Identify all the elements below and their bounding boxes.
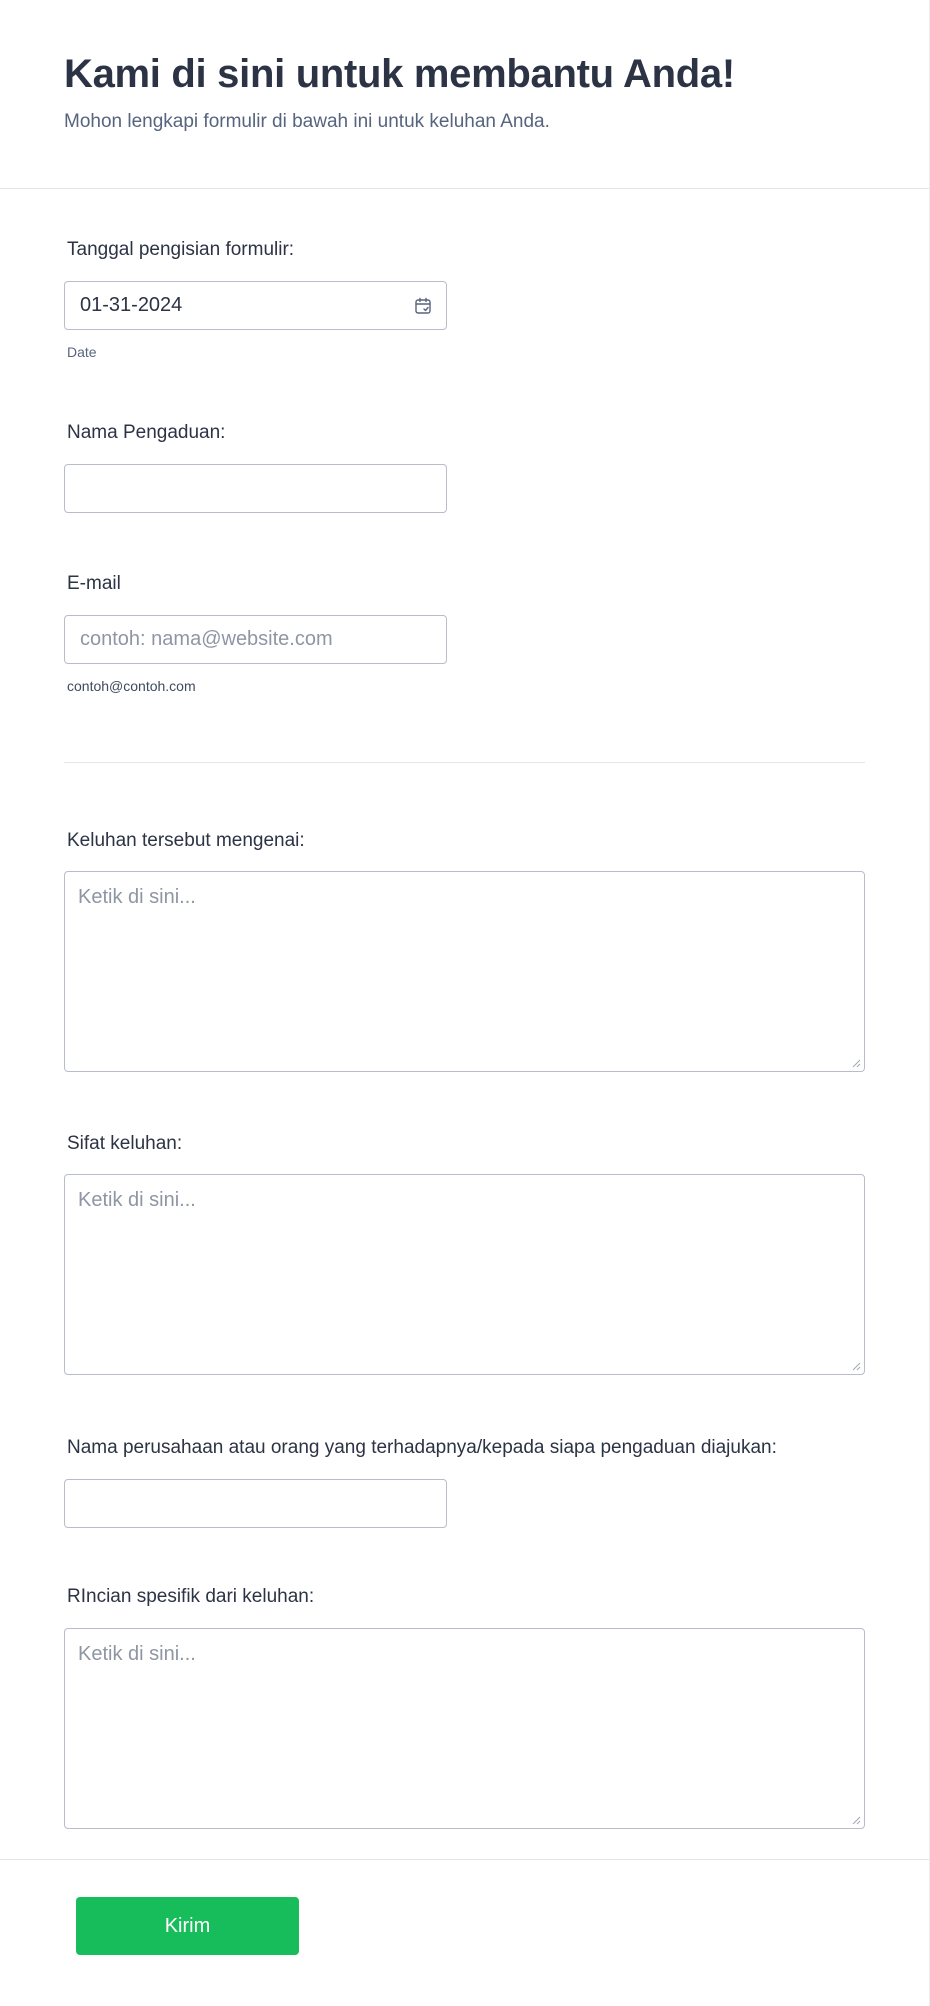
email-sublabel: contoh@contoh.com — [67, 678, 196, 694]
complaint-details-placeholder: Ketik di sini... — [78, 1643, 196, 1665]
complaint-nature-textarea[interactable] — [64, 1174, 865, 1375]
resize-handle-icon[interactable] — [851, 1815, 861, 1825]
date-label: Tanggal pengisian formulir: — [67, 239, 295, 260]
complaint-nature-placeholder: Ketik di sini... — [78, 1189, 196, 1211]
page-subtitle: Mohon lengkapi formulir di bawah ini untuk keluhan Anda. — [64, 111, 550, 132]
submit-button[interactable]: Kirim — [76, 1897, 299, 1955]
calendar-check-icon[interactable] — [413, 296, 433, 316]
complaint-details-label: RIncian spesifik dari keluhan: — [67, 1586, 315, 1607]
section-divider — [64, 762, 865, 763]
email-placeholder: contoh: nama@website.com — [80, 628, 333, 650]
complaint-about-textarea[interactable] — [64, 871, 865, 1072]
footer-divider — [0, 1859, 929, 1860]
date-sublabel: Date — [67, 344, 97, 360]
resize-handle-icon[interactable] — [851, 1058, 861, 1068]
date-input[interactable] — [64, 281, 447, 330]
complainant-name-label: Nama Pengaduan: — [67, 422, 226, 443]
complaint-about-placeholder: Ketik di sini... — [78, 886, 196, 908]
respondent-name-input[interactable] — [64, 1479, 447, 1528]
complaint-details-textarea[interactable] — [64, 1628, 865, 1829]
email-label: E-mail — [67, 573, 121, 594]
complaint-about-label: Keluhan tersebut mengenai: — [67, 830, 305, 851]
email-input[interactable] — [64, 615, 447, 664]
date-value: 01-31-2024 — [80, 294, 183, 316]
complainant-name-input[interactable] — [64, 464, 447, 513]
page-title: Kami di sini untuk membantu Anda! — [64, 52, 735, 96]
complaint-nature-label: Sifat keluhan: — [67, 1133, 183, 1154]
form-header — [0, 0, 929, 189]
resize-handle-icon[interactable] — [851, 1361, 861, 1371]
respondent-name-label: Nama perusahaan atau orang yang terhadapnya/kepada siapa pengaduan diajukan: — [67, 1437, 777, 1458]
